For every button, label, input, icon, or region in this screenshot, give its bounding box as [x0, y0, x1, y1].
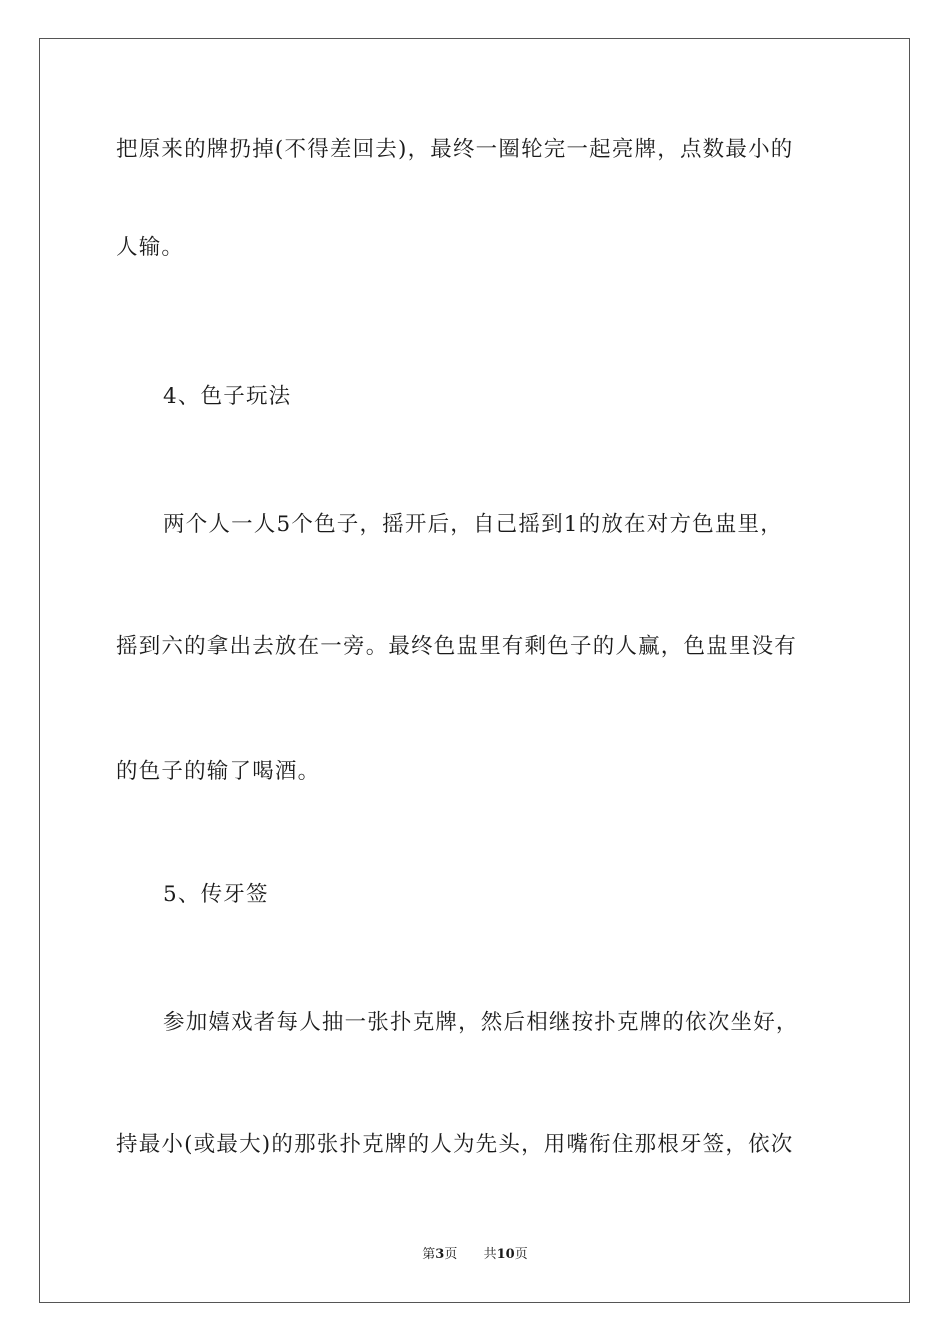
paragraph-line: 的色子的输了喝酒。 — [116, 759, 321, 784]
page-number-current: 3 — [435, 1247, 445, 1262]
page-number-suffix: 页 — [444, 1247, 458, 1262]
paragraph-line: 参加嬉戏者每人抽一张扑克牌，然后相继按扑克牌的依次坐好， — [163, 1010, 799, 1035]
page-footer — [0, 1246, 950, 1264]
section-heading-dice-game: 4、色子玩法 — [163, 384, 292, 409]
paragraph-line: 摇到六的拿出去放在一旁。最终色盅里有剩色子的人赢，色盅里没有 — [116, 634, 798, 659]
paragraph-line: 两个人一人5个色子，摇开后，自己摇到1的放在对方色盅里， — [163, 512, 783, 537]
total-pages-prefix: 共 — [483, 1247, 497, 1262]
page-border — [39, 38, 910, 1303]
paragraph-line: 人输。 — [116, 235, 185, 260]
paragraph-line: 持最小(或最大)的那张扑克牌的人为先头，用嘴衔住那根牙签，依次 — [116, 1132, 794, 1157]
section-heading-toothpick: 5、传牙签 — [163, 882, 269, 907]
paragraph-line: 把原来的牌扔掉(不得差回去)，最终一圈轮完一起亮牌，点数最小的 — [116, 137, 794, 162]
page-number-prefix: 第 — [422, 1247, 436, 1262]
total-pages-suffix: 页 — [514, 1247, 528, 1262]
total-pages-count: 10 — [496, 1247, 515, 1262]
